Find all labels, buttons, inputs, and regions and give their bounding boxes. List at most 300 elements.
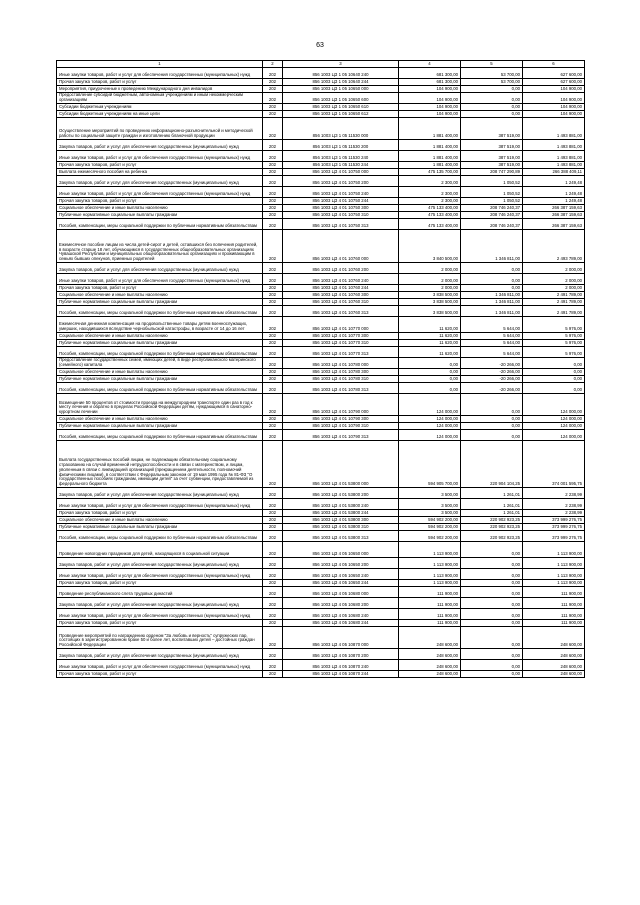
row-exec-cell: 0,00 (461, 620, 523, 627)
row-rest-cell: 266 387 159,63 (523, 205, 585, 212)
row-name-cell: Иные закупки товаров, работ и услуг для обеспечения государственных (муниципальных) нужд (57, 499, 263, 510)
row-rest-cell: 266 388 409,11 (523, 169, 585, 176)
row-code-cell: 202 (263, 198, 283, 205)
row-plan-cell: 11 620,00 (399, 340, 461, 347)
row-exec-cell: -20 266,00 (461, 376, 523, 383)
row-rest-cell: 248 600,00 (523, 660, 585, 671)
row-name-cell: Выплата ежемесячного пособия на ребенка (57, 169, 263, 176)
row-exec-cell: 0,00 (461, 671, 523, 678)
row-kbk-cell: 856 1003 ЦЗ 4 01 53800 240 (283, 499, 399, 510)
row-rest-cell: 5 976,00 (523, 340, 585, 347)
row-exec-cell: 0,00 (461, 86, 523, 93)
row-rest-cell: 5 976,00 (523, 347, 585, 358)
header-cell: 4 (399, 61, 461, 68)
row-kbk-cell: 856 1003 ЦЗ 4 05 10650 244 (283, 580, 399, 587)
row-rest-cell: 111 900,00 (523, 587, 585, 598)
row-rest-cell: 2 238,99 (523, 488, 585, 499)
row-exec-cell: -20 266,00 (461, 369, 523, 376)
row-exec-cell: 0,00 (461, 263, 523, 274)
row-plan-cell: 2 000,00 (399, 274, 461, 285)
row-exec-cell: 1 261,01 (461, 499, 523, 510)
row-code-cell: 202 (263, 219, 283, 230)
table-row (57, 340, 585, 347)
row-code-cell: 202 (263, 306, 283, 317)
row-plan-cell: 111 900,00 (399, 598, 461, 609)
table-row (57, 86, 585, 93)
row-kbk-cell: 856 1003 ЦЗ 1 05 10650 610 (283, 104, 399, 111)
table-row (57, 660, 585, 671)
row-exec-cell: 0,00 (461, 649, 523, 660)
row-name-cell: Закупка товаров, работ и услуг для обеспечения государственных (муниципальных) нужд (57, 558, 263, 569)
row-rest-cell: 1 493 881,00 (523, 118, 585, 140)
row-name-cell: Пособия, компенсации, меры социальной поддержки по публичным нормативным обязательствам (57, 430, 263, 441)
row-plan-cell: 248 600,00 (399, 627, 461, 649)
row-name-cell: Публичные нормативные социальные выплаты гражданам (57, 423, 263, 430)
row-kbk-cell: 856 1003 ЦЗ 4 01 10790 000 (283, 394, 399, 416)
row-kbk-cell: 856 1003 ЦЗ 4 01 53800 300 (283, 517, 399, 524)
row-rest-cell: 373 999 276,75 (523, 531, 585, 542)
row-code-cell: 202 (263, 118, 283, 140)
row-rest-cell: 111 900,00 (523, 620, 585, 627)
row-name-cell: Прочая закупка товаров, работ и услуг (57, 671, 263, 678)
row-name-cell: Социальное обеспечение и иные выплаты населению (57, 292, 263, 299)
row-name-cell: Мероприятия, приуроченные к проведению Международного дня инвалидов (57, 86, 263, 93)
row-exec-cell: 387 519,00 (461, 151, 523, 162)
table-row (57, 542, 585, 558)
table-row (57, 609, 585, 620)
row-rest-cell: 2 000,00 (523, 263, 585, 274)
row-rest-cell: 374 001 595,75 (523, 441, 585, 488)
table-row (57, 187, 585, 198)
row-kbk-cell: 856 1003 ЦЗ 4 01 10770 313 (283, 347, 399, 358)
table-row (57, 558, 585, 569)
row-kbk-cell: 856 1003 ЦЗ 4 05 10680 200 (283, 598, 399, 609)
row-exec-cell: 0,00 (461, 587, 523, 598)
table-row (57, 263, 585, 274)
row-name-cell: Субсидии бюджетным учреждениям (57, 104, 263, 111)
row-plan-cell: 124 000,00 (399, 416, 461, 423)
row-name-cell: Закупка товаров, работ и услуг для обеспечения государственных (муниципальных) нужд (57, 598, 263, 609)
row-code-cell: 202 (263, 383, 283, 394)
row-code-cell: 202 (263, 376, 283, 383)
row-plan-cell: 3 838 500,00 (399, 306, 461, 317)
row-name-cell: Возмещение 50 процентов от стоимости проезда на междугороднем транспорте один раз в год к месту лечения и обратно в пределах Российской Федерации детям, нуждающимся в санаторно-курортном лечении (57, 394, 263, 416)
table-row (57, 531, 585, 542)
row-name-cell: Прочая закупка товаров, работ и услуг (57, 285, 263, 292)
table-row (57, 347, 585, 358)
row-exec-cell: 0,00 (461, 627, 523, 649)
row-code-cell: 202 (263, 598, 283, 609)
row-exec-cell: 1 346 811,00 (461, 299, 523, 306)
row-name-cell: Предоставление субсидий бюджетным, автономным учреждениям и иным некоммерческим организациям (57, 93, 263, 104)
row-code-cell: 202 (263, 587, 283, 598)
row-plan-cell: 681 300,00 (399, 68, 461, 79)
row-name-cell: Пособия, компенсации, меры социальной поддержки по публичным нормативным обязательствам (57, 531, 263, 542)
row-plan-cell: 1 881 400,00 (399, 162, 461, 169)
row-name-cell: Социальное обеспечение и иные выплаты населению (57, 333, 263, 340)
table-row (57, 79, 585, 86)
table-row (57, 627, 585, 649)
row-rest-cell: 2 491 789,00 (523, 299, 585, 306)
row-plan-cell: 3 500,00 (399, 499, 461, 510)
row-name-cell: Закупка товаров, работ и услуг для обеспечения государственных (муниципальных) нужд (57, 263, 263, 274)
row-code-cell: 202 (263, 93, 283, 104)
row-name-cell: Предоставление государственных семей, имеющих детей, в виде республиканского материнского (семейного) капитала (57, 358, 263, 369)
row-exec-cell: 1 346 811,00 (461, 230, 523, 263)
row-rest-cell: 2 238,99 (523, 499, 585, 510)
row-name-cell: Закупка товаров, работ и услуг для обеспечения государственных (муниципальных) нужд (57, 649, 263, 660)
table-row (57, 394, 585, 416)
row-kbk-cell: 856 1003 ЦЗ 4 01 10760 313 (283, 306, 399, 317)
table-row (57, 219, 585, 230)
row-exec-cell: 0,00 (461, 104, 523, 111)
row-rest-cell: 373 999 276,75 (523, 517, 585, 524)
row-kbk-cell: 856 1003 ЦЗ 4 01 10760 310 (283, 299, 399, 306)
row-exec-cell: 0,00 (461, 598, 523, 609)
row-exec-cell: 1 346 811,00 (461, 292, 523, 299)
row-plan-cell: 104 900,00 (399, 111, 461, 118)
row-exec-cell: 53 700,00 (461, 68, 523, 79)
row-plan-cell: 475 133 400,00 (399, 219, 461, 230)
row-rest-cell: 0,00 (523, 358, 585, 369)
row-exec-cell: 1 346 811,00 (461, 306, 523, 317)
row-plan-cell: 475 133 400,00 (399, 205, 461, 212)
row-exec-cell: 0,00 (461, 609, 523, 620)
row-rest-cell: 373 999 276,75 (523, 524, 585, 531)
row-rest-cell: 104 900,00 (523, 93, 585, 104)
table-row (57, 358, 585, 369)
table-row (57, 423, 585, 430)
table-row (57, 104, 585, 111)
row-code-cell: 202 (263, 140, 283, 151)
row-rest-cell: 1 249,48 (523, 176, 585, 187)
row-plan-cell: 104 900,00 (399, 86, 461, 93)
row-exec-cell: 1 050,52 (461, 198, 523, 205)
row-name-cell: Прочая закупка товаров, работ и услуг (57, 162, 263, 169)
table-row (57, 416, 585, 423)
row-kbk-cell: 856 1003 ЦЗ 4 01 10750 000 (283, 169, 399, 176)
page-number: 63 (316, 42, 324, 49)
row-name-cell: Публичные нормативные социальные выплаты гражданам (57, 340, 263, 347)
row-code-cell: 202 (263, 441, 283, 488)
row-code-cell: 202 (263, 649, 283, 660)
table-row (57, 488, 585, 499)
row-rest-cell: 1 113 900,00 (523, 558, 585, 569)
row-kbk-cell: 856 1003 ЦЗ 4 01 10770 310 (283, 340, 399, 347)
row-code-cell: 202 (263, 430, 283, 441)
row-rest-cell: 0,00 (523, 376, 585, 383)
table-row (57, 510, 585, 517)
row-rest-cell: 124 000,00 (523, 423, 585, 430)
row-code-cell: 202 (263, 609, 283, 620)
table-row (57, 299, 585, 306)
row-rest-cell: 627 600,00 (523, 68, 585, 79)
row-name-cell: Иные закупки товаров, работ и услуг для обеспечения государственных (муниципальных) нужд (57, 569, 263, 580)
row-code-cell: 202 (263, 660, 283, 671)
row-plan-cell: 124 000,00 (399, 430, 461, 441)
row-name-cell: Иные закупки товаров, работ и услуг для обеспечения государственных (муниципальных) нужд (57, 68, 263, 79)
row-code-cell: 202 (263, 369, 283, 376)
row-code-cell: 202 (263, 510, 283, 517)
row-code-cell: 202 (263, 531, 283, 542)
row-exec-cell: 0,00 (461, 430, 523, 441)
row-plan-cell: 111 900,00 (399, 620, 461, 627)
row-name-cell: Публичные нормативные социальные выплаты гражданам (57, 212, 263, 219)
table-row (57, 333, 585, 340)
row-exec-cell: 387 519,00 (461, 118, 523, 140)
row-name-cell: Закупка товаров, работ и услуг для обеспечения государственных (муниципальных) нужд (57, 488, 263, 499)
table-row (57, 569, 585, 580)
header-cell: 2 (263, 61, 283, 68)
row-exec-cell: 208 747 290,89 (461, 169, 523, 176)
table-row (57, 169, 585, 176)
row-kbk-cell: 856 1003 ЦЗ 4 01 10760 244 (283, 285, 399, 292)
row-code-cell: 202 (263, 104, 283, 111)
row-exec-cell: 0,00 (461, 93, 523, 104)
row-rest-cell: 2 491 789,00 (523, 306, 585, 317)
row-rest-cell: 1 113 900,00 (523, 542, 585, 558)
row-code-cell: 202 (263, 79, 283, 86)
row-plan-cell: 1 881 400,00 (399, 118, 461, 140)
row-code-cell: 202 (263, 176, 283, 187)
table-row (57, 274, 585, 285)
row-plan-cell: 475 135 700,00 (399, 169, 461, 176)
row-name-cell: Социальное обеспечение и иные выплаты населению (57, 369, 263, 376)
table-row (57, 285, 585, 292)
row-plan-cell: 3 840 500,00 (399, 230, 461, 263)
row-rest-cell: 1 249,48 (523, 198, 585, 205)
row-kbk-cell: 856 1003 ЦЗ 4 05 10680 000 (283, 587, 399, 598)
row-rest-cell: 266 387 159,63 (523, 212, 585, 219)
row-kbk-cell: 856 1003 ЦЗ 1 05 10650 000 (283, 86, 399, 93)
table-row (57, 306, 585, 317)
row-code-cell: 202 (263, 340, 283, 347)
row-rest-cell: 0,00 (523, 369, 585, 376)
table-row (57, 499, 585, 510)
row-kbk-cell: 856 1003 ЦЗ 1 05 11530 000 (283, 118, 399, 140)
row-plan-cell: 124 000,00 (399, 394, 461, 416)
row-rest-cell: 124 000,00 (523, 394, 585, 416)
row-kbk-cell: 856 1003 ЦЗ 4 01 10760 300 (283, 292, 399, 299)
row-plan-cell: 11 620,00 (399, 317, 461, 333)
row-code-cell: 202 (263, 423, 283, 430)
row-exec-cell: 220 902 923,25 (461, 517, 523, 524)
row-kbk-cell: 856 1003 ЦЗ 4 01 53800 310 (283, 524, 399, 531)
row-plan-cell: 594 902 200,00 (399, 524, 461, 531)
row-code-cell: 202 (263, 671, 283, 678)
row-rest-cell: 104 900,00 (523, 104, 585, 111)
row-plan-cell: 594 902 200,00 (399, 531, 461, 542)
row-rest-cell: 2 493 789,00 (523, 230, 585, 263)
row-plan-cell: 3 838 500,00 (399, 292, 461, 299)
row-code-cell: 202 (263, 580, 283, 587)
table-row (57, 292, 585, 299)
row-exec-cell: 0,00 (461, 580, 523, 587)
row-plan-cell: 2 300,00 (399, 198, 461, 205)
row-code-cell: 202 (263, 292, 283, 299)
row-name-cell: Проведение мероприятий по награждению орденом "За любовь и верность" супружеских пар, состоящих в зарегистрированном браке 50 и более лет, воспитавших детей – достойных граждан Российской Федерации (57, 627, 263, 649)
row-name-cell: Иные закупки товаров, работ и услуг для обеспечения государственных (муниципальных) нужд (57, 187, 263, 198)
row-code-cell: 202 (263, 317, 283, 333)
row-kbk-cell: 856 1003 ЦЗ 4 01 10780 313 (283, 383, 399, 394)
row-rest-cell: 104 900,00 (523, 86, 585, 93)
row-rest-cell: 1 493 881,00 (523, 140, 585, 151)
row-code-cell: 202 (263, 111, 283, 118)
row-exec-cell: 1 050,52 (461, 176, 523, 187)
row-name-cell: Иные закупки товаров, работ и услуг для обеспечения государственных (муниципальных) нужд (57, 660, 263, 671)
row-rest-cell: 1 493 881,00 (523, 162, 585, 169)
row-rest-cell: 5 976,00 (523, 317, 585, 333)
row-plan-cell: 594 902 200,00 (399, 517, 461, 524)
table-row (57, 524, 585, 531)
row-name-cell: Публичные нормативные социальные выплаты гражданам (57, 524, 263, 531)
table-row (57, 230, 585, 263)
row-code-cell: 202 (263, 394, 283, 416)
row-plan-cell: 248 600,00 (399, 660, 461, 671)
row-rest-cell: 2 000,00 (523, 274, 585, 285)
row-code-cell: 202 (263, 627, 283, 649)
table-row (57, 176, 585, 187)
row-exec-cell: 1 050,52 (461, 187, 523, 198)
row-kbk-cell: 856 1003 ЦЗ 4 01 10760 000 (283, 230, 399, 263)
table-row (57, 598, 585, 609)
table-row (57, 212, 585, 219)
row-kbk-cell: 856 1003 ЦЗ 4 01 10750 200 (283, 176, 399, 187)
row-plan-cell: 2 000,00 (399, 285, 461, 292)
row-kbk-cell: 856 1003 ЦЗ 4 01 10750 240 (283, 187, 399, 198)
row-code-cell: 202 (263, 187, 283, 198)
header-row (57, 61, 585, 68)
row-rest-cell: 627 600,00 (523, 79, 585, 86)
row-kbk-cell: 856 1003 ЦЗ 4 01 10780 300 (283, 369, 399, 376)
row-name-cell: Прочая закупка товаров, работ и услуг (57, 510, 263, 517)
row-exec-cell: 0,00 (461, 111, 523, 118)
row-rest-cell: 111 900,00 (523, 598, 585, 609)
row-rest-cell: 1 113 900,00 (523, 569, 585, 580)
row-exec-cell: 220 902 923,25 (461, 524, 523, 531)
row-name-cell: Публичные нормативные социальные выплаты гражданам (57, 299, 263, 306)
table-row (57, 649, 585, 660)
table-row (57, 317, 585, 333)
row-plan-cell: 0,00 (399, 358, 461, 369)
row-name-cell: Пособия, компенсации, меры социальной поддержки по публичным нормативным обязательствам (57, 306, 263, 317)
row-exec-cell: 387 519,00 (461, 140, 523, 151)
row-plan-cell: 3 838 500,00 (399, 299, 461, 306)
row-kbk-cell: 856 1003 ЦЗ 4 05 10870 240 (283, 660, 399, 671)
row-code-cell: 202 (263, 358, 283, 369)
row-rest-cell: 2 238,99 (523, 510, 585, 517)
table-row (57, 140, 585, 151)
row-plan-cell: 111 900,00 (399, 609, 461, 620)
row-plan-cell: 2 300,00 (399, 176, 461, 187)
row-kbk-cell: 856 1003 ЦЗ 1 05 11530 240 (283, 151, 399, 162)
row-plan-cell: 2 300,00 (399, 187, 461, 198)
row-name-cell: Закупка товаров, работ и услуг для обеспечения государственных (муниципальных) нужд (57, 140, 263, 151)
row-kbk-cell: 856 1003 ЦЗ 1 05 10640 240 (283, 68, 399, 79)
row-kbk-cell: 856 1003 ЦЗ 4 05 10650 200 (283, 558, 399, 569)
row-exec-cell: 5 644,00 (461, 333, 523, 340)
row-plan-cell: 594 905 700,00 (399, 441, 461, 488)
row-exec-cell: 5 644,00 (461, 340, 523, 347)
row-plan-cell: 1 881 400,00 (399, 151, 461, 162)
row-kbk-cell: 856 1003 ЦЗ 4 05 10870 200 (283, 649, 399, 660)
row-kbk-cell: 856 1003 ЦЗ 4 01 10750 310 (283, 212, 399, 219)
table-row (57, 369, 585, 376)
row-rest-cell: 104 900,00 (523, 111, 585, 118)
row-exec-cell: 0,00 (461, 558, 523, 569)
table-row (57, 441, 585, 488)
row-rest-cell: 2 491 789,00 (523, 292, 585, 299)
row-code-cell: 202 (263, 68, 283, 79)
row-kbk-cell: 856 1003 ЦЗ 4 01 10790 300 (283, 416, 399, 423)
table-row (57, 376, 585, 383)
row-code-cell: 202 (263, 517, 283, 524)
row-kbk-cell: 856 1003 ЦЗ 4 01 10770 000 (283, 317, 399, 333)
row-code-cell: 202 (263, 333, 283, 340)
row-kbk-cell: 856 1003 ЦЗ 1 05 11530 244 (283, 162, 399, 169)
row-plan-cell: 104 900,00 (399, 104, 461, 111)
row-kbk-cell: 856 1003 ЦЗ 4 01 10780 000 (283, 358, 399, 369)
row-plan-cell: 475 133 400,00 (399, 212, 461, 219)
row-rest-cell: 0,00 (523, 383, 585, 394)
row-plan-cell: 104 900,00 (399, 93, 461, 104)
row-kbk-cell: 856 1003 ЦЗ 4 01 53800 000 (283, 441, 399, 488)
table-row (57, 162, 585, 169)
row-rest-cell: 1 493 881,00 (523, 151, 585, 162)
row-exec-cell: 220 904 104,25 (461, 441, 523, 488)
row-rest-cell: 248 600,00 (523, 671, 585, 678)
table-row (57, 620, 585, 627)
row-code-cell: 202 (263, 488, 283, 499)
row-code-cell: 202 (263, 86, 283, 93)
row-plan-cell: 11 620,00 (399, 347, 461, 358)
header-cell: 5 (461, 61, 523, 68)
row-exec-cell: 0,00 (461, 423, 523, 430)
row-plan-cell: 3 500,00 (399, 488, 461, 499)
row-name-cell: Осуществление мероприятий по проведению информационно-разъяснительной и методической работы по социальной защите граждан и изготовлению бланочной продукции (57, 118, 263, 140)
table-row (57, 151, 585, 162)
row-kbk-cell: 856 1003 ЦЗ 4 05 10870 000 (283, 627, 399, 649)
table-row (57, 93, 585, 104)
row-code-cell: 202 (263, 299, 283, 306)
table-row (57, 68, 585, 79)
row-name-cell: Субсидии бюджетным учреждениям на иные цели (57, 111, 263, 118)
row-name-cell: Проведение республиканского слета трудовых династий (57, 587, 263, 598)
row-plan-cell: 0,00 (399, 376, 461, 383)
row-kbk-cell: 856 1003 ЦЗ 4 01 10770 300 (283, 333, 399, 340)
header-cell: 1 (57, 61, 263, 68)
row-plan-cell: 11 620,00 (399, 333, 461, 340)
row-name-cell: Прочая закупка товаров, работ и услуг (57, 580, 263, 587)
row-exec-cell: 387 519,00 (461, 162, 523, 169)
row-kbk-cell: 856 1003 ЦЗ 4 01 53800 313 (283, 531, 399, 542)
row-name-cell: Проведение новогодних праздников для детей, находящихся в социальной ситуации (57, 542, 263, 558)
row-name-cell: Социальное обеспечение и иные выплаты населению (57, 416, 263, 423)
row-name-cell: Ежемесячное пособие лицам из числа детей-сирот и детей, оставшихся без попечения родителей, в возрасте старше 18 лет, обучающимся в государственных общеобразовательных организациях Чувашской Республики и муниципальных общеобразовательных организациях и проживающим в семьях бывших опекунов, приемных родителей (57, 230, 263, 263)
row-rest-cell: 266 387 159,63 (523, 219, 585, 230)
row-exec-cell: 208 746 240,37 (461, 212, 523, 219)
row-plan-cell: 3 500,00 (399, 510, 461, 517)
row-code-cell: 202 (263, 347, 283, 358)
row-plan-cell: 1 881 400,00 (399, 140, 461, 151)
row-rest-cell: 248 600,00 (523, 649, 585, 660)
row-kbk-cell: 856 1003 ЦЗ 4 01 10760 200 (283, 263, 399, 274)
row-rest-cell: 124 000,00 (523, 416, 585, 423)
row-kbk-cell: 856 1003 ЦЗ 4 05 10650 240 (283, 569, 399, 580)
row-name-cell: Прочая закупка товаров, работ и услуг (57, 198, 263, 205)
row-exec-cell: 0,00 (461, 660, 523, 671)
row-plan-cell: 1 113 900,00 (399, 542, 461, 558)
